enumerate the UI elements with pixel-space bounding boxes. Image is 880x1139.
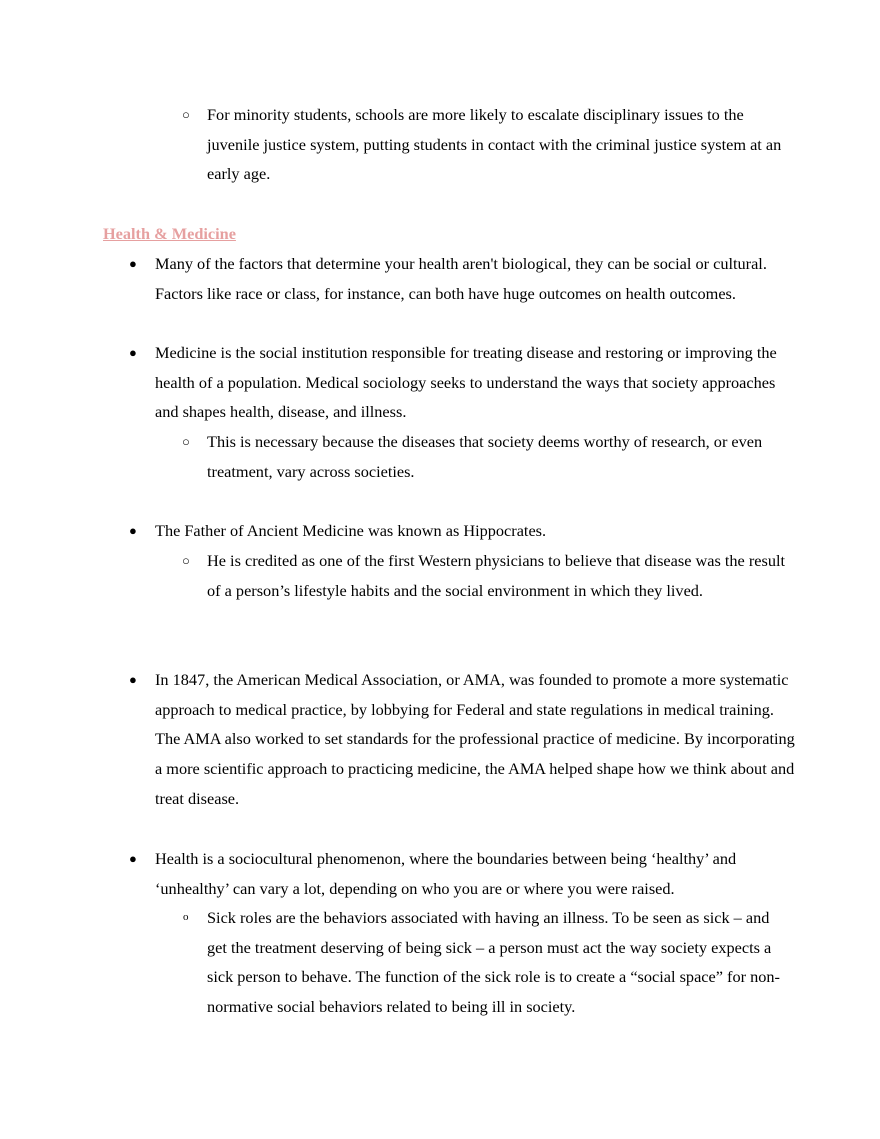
list-item — [129, 844, 795, 903]
hollow-bullet-icon: ○ — [182, 107, 190, 122]
list-item-text: This is necessary because the diseases that society deems worthy of research, or even treatment, vary across societies. — [207, 432, 763, 481]
hollow-bullet-icon: ○ — [182, 553, 190, 568]
filled-bullet-icon: ● — [129, 345, 137, 360]
list-item — [183, 903, 787, 1022]
small-hollow-bullet-icon: o — [183, 911, 189, 923]
list-item — [129, 516, 795, 546]
filled-bullet-icon: ● — [129, 672, 137, 687]
list-item — [129, 249, 795, 308]
list-item — [129, 665, 795, 814]
list-item-text: Sick roles are the behaviors associated with having an illness. To be seen as sick – and get the treatment deserving of being sick – a person must act the way society expects a sick person to behave. The function of the sick role is to create a “social space” for non-normative social behaviors related to being ill in society. — [207, 908, 780, 1017]
list-item — [182, 546, 787, 605]
list-item — [182, 427, 787, 486]
section-heading: Health & Medicine — [103, 224, 236, 243]
list-item-text: He is credited as one of the first Western physicians to believe that disease was the result of a person’s lifestyle habits and the social environment in which they lived. — [207, 551, 786, 600]
list-item-text: In 1847, the American Medical Association, or AMA, was founded to promote a more systematic approach to medical practice, by lobbying for Federal and state regulations in medical training. The AMA also worked to set standards for the professional practice of medicine. By incorporating a more scientific approach to practicing medicine, the AMA helped shape how we think about and treat disease. — [155, 670, 795, 808]
filled-bullet-icon: ● — [129, 851, 137, 866]
list-item-text: The Father of Ancient Medicine was known as Hippocrates. — [155, 521, 547, 540]
list-item — [129, 338, 795, 427]
list-item-text: For minority students, schools are more likely to escalate disciplinary issues to the juvenile justice system, putting students in contact with the criminal justice system at an early age. — [207, 105, 782, 184]
hollow-bullet-icon: ○ — [182, 434, 190, 449]
filled-bullet-icon: ● — [129, 523, 137, 538]
list-item — [182, 100, 787, 189]
list-item-text: Many of the factors that determine your health aren't biological, they can be social or cultural. Factors like race or class, for instance, can both have huge outcomes on health outcomes. — [155, 254, 767, 303]
filled-bullet-icon: ● — [129, 256, 137, 271]
list-item-text: Medicine is the social institution responsible for treating disease and restoring or improving the health of a population. Medical sociology seeks to understand the ways that society approaches and shapes health, disease, and illness. — [155, 343, 777, 422]
list-item-text: Health is a sociocultural phenomenon, where the boundaries between being ‘healthy’ and ‘unhealthy’ can vary a lot, depending on who you are or where you were raised. — [155, 849, 737, 898]
